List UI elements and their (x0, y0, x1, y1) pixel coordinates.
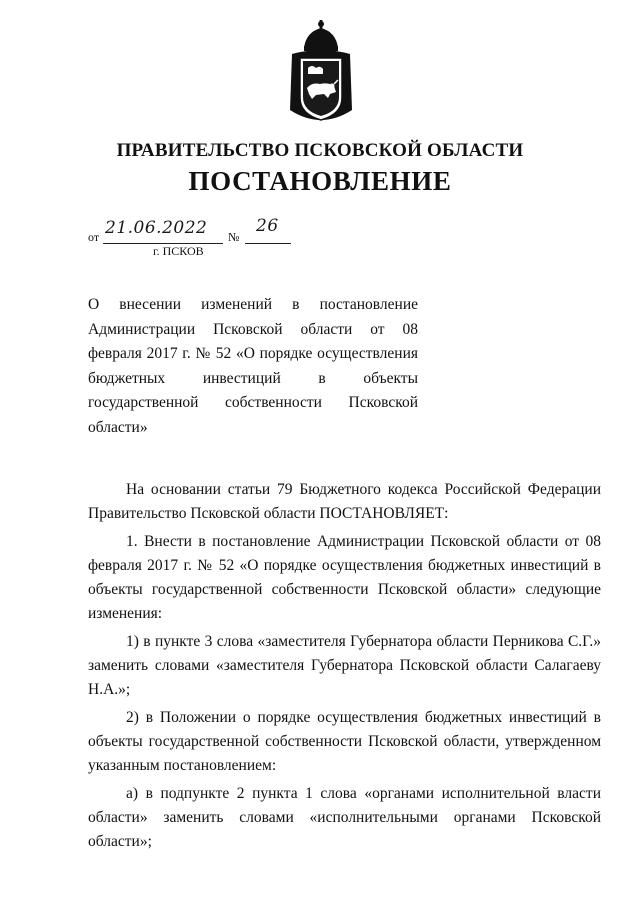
number-label: № (228, 230, 240, 244)
organization-title: ПРАВИТЕЛЬСТВО ПСКОВСКОЙ ОБЛАСТИ (116, 140, 524, 161)
document-type-title: ПОСТАНОВЛЕНИЕ (188, 166, 452, 196)
date-number-line (88, 216, 348, 250)
document-body (88, 478, 601, 854)
coat-of-arms-icon (282, 18, 360, 130)
handwritten-number: 26 (256, 216, 279, 236)
handwritten-date: 21.06.2022 (105, 218, 208, 238)
body-paragraph-subitem-a: а) в подпункте 2 пункта 1 слова «органами исполнительной власти области» заменить словами «исполнительными органами Псковской области»; (88, 785, 601, 850)
body-paragraph-item-1: 1. Внести в постановление Администрации Псковской области от 08 февраля 2017 г. № 52 «О порядке осуществления бюджетных инвестиций в объекты государственной собственности Псковской области» следующие изменения: (88, 533, 601, 622)
number-underline (245, 243, 291, 244)
body-paragraph-subitem-1: 1) в пункте 3 слова «заместителя Губернатора области Перникова С.Г.» заменить словами «заместителя Губернатора Псковской области Салагаеву Н.А.»; (88, 633, 601, 698)
city-label: г. ПСКОВ (153, 244, 204, 258)
document-subject: О внесении изменений в постановление Администрации Псковской области от 08 февраля 2017 г. № 52 «О порядке осуществления бюджетных инвестиций в объекты государственной собственности Псковской области» (88, 296, 418, 436)
body-paragraph-subitem-2: 2) в Положении о порядке осуществления бюджетных инвестиций в объекты государственной собственности Псковской области, утвержденном указанным постановлением: (88, 709, 601, 774)
body-paragraph-preamble: На основании статьи 79 Бюджетного кодекса Российской Федерации Правительство Псковской области ПОСТАНОВЛЯЕТ: (88, 481, 601, 522)
date-label: от (88, 230, 100, 244)
